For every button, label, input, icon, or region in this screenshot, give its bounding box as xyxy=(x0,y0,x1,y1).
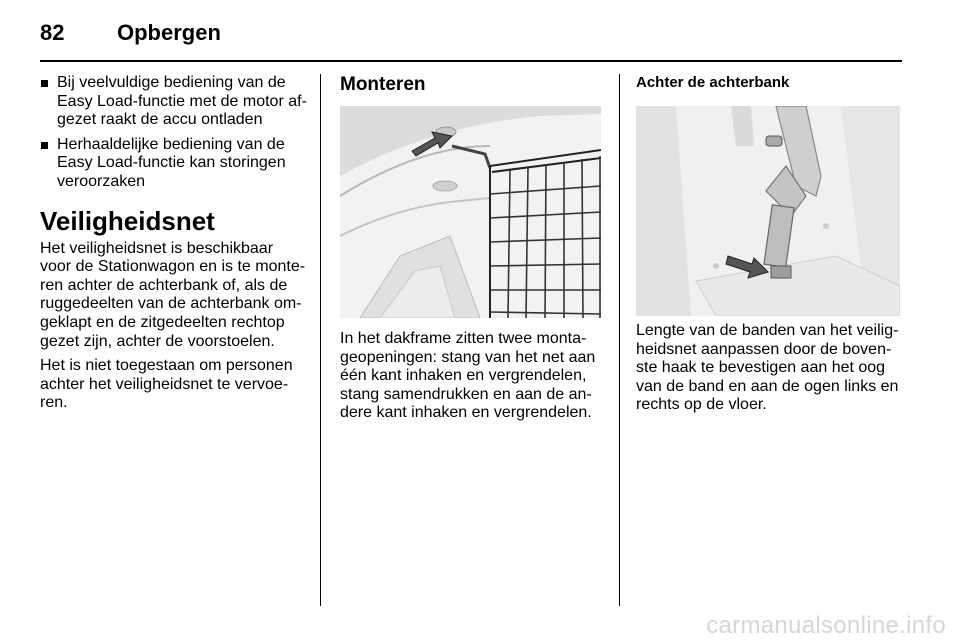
strap-diagram xyxy=(636,106,900,316)
subsection-heading: Monteren xyxy=(340,74,426,95)
mounting-diagram xyxy=(340,106,601,318)
subsection-heading: Achter de achterbank xyxy=(636,74,790,91)
page-number: 82 xyxy=(40,20,65,45)
section-title: Veiligheidsnet xyxy=(40,205,215,236)
column-divider-1 xyxy=(320,74,321,606)
page-title: Opbergen xyxy=(117,20,221,45)
list-item: Herhaaldelijke bediening van de Easy Load-functie kan storingen veroorzaken xyxy=(40,136,308,192)
rear-seat-strap-illustration xyxy=(636,106,900,316)
column-right xyxy=(636,74,902,100)
column-left xyxy=(40,74,308,419)
mounting-caption: In het dakframe zitten twee monta-geopeningen: stang van het net aan één kant inhaken en vergrendelen, stang samendrukken en aan de an-dere kant inhaken en vergrendelen. xyxy=(340,330,596,422)
header-divider xyxy=(40,60,902,62)
list-item: Bij veelvuldige bediening van de Easy Load-functie met de motor af-gezet raakt de accu ontladen xyxy=(40,74,308,130)
bullet-list xyxy=(40,74,308,192)
watermark: carmanualsonline.info xyxy=(706,612,946,639)
column-divider-2 xyxy=(619,74,620,606)
paragraph: Het veiligheidsnet is beschikbaar voor de Stationwagon en is te monte-ren achter de achterbank of, als de ruggedeelten van de achterbank om-geklapt en de zitgedeelten rechtop gezet zijn, achter de voorstoelen. xyxy=(40,239,306,350)
column-middle xyxy=(340,74,602,104)
safety-net-mounting-illustration xyxy=(340,106,601,318)
bullet-square-icon xyxy=(41,80,48,87)
page-header xyxy=(40,14,900,50)
bullet-square-icon xyxy=(41,142,48,149)
strap-caption: Lengte van de banden van het veilig-heidsnet aanpassen door de boven-ste haak te bevestigen aan het oog van de band en aan de ogen links en rechts op de vloer. xyxy=(636,322,899,414)
paragraph: Het is niet toegestaan om personen achter het veiligheidsnet te vervoe-ren. xyxy=(40,357,293,412)
